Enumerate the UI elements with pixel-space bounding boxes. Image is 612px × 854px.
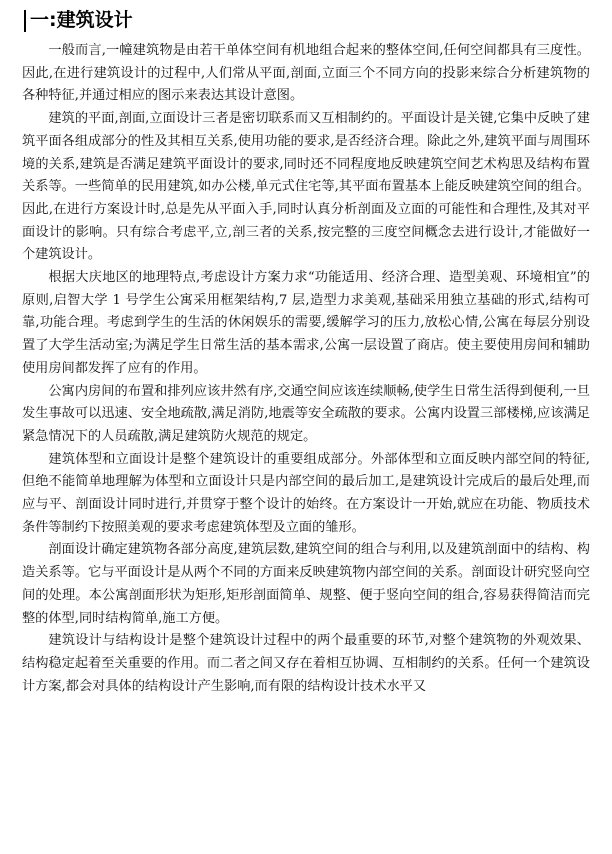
paragraph-form-facade: 建筑体型和立面设计是整个建筑设计的重要组成部分。外部体型和立面反映内部空间的特征,但绝不能简单地理解为体型和立面设计只是内部空间的最后加工,是建筑设计完成后的最后处理,而应与平、剖面设计同时进行,并贯穿于整个设计的始终。在方案设计一开始,就应在功能、物质技术条件等制约下按照美观的要求考虑建筑体型及立面的雏形。: [22, 451, 590, 535]
paragraph-section-design: 剖面设计确定建筑物各部分高度,建筑层数,建筑空间的组合与利用,以及建筑剖面中的结构、构造关系等。它与平面设计是从两个不同的方面来反映建筑物内部空间的关系。剖面设计研究竖向空间的处理。本公寓剖面形状为矩形,矩形剖面简单、规整、便于竖向空间的组合,容易获得简洁而完整的体型,同时结构简单,施工方便。: [22, 542, 590, 626]
body-text: [22, 40, 590, 698]
paragraph-plan-section-elevation: 建筑的平面,剖面,立面设计三者是密切联系而又互相制约的。平面设计是关键,它集中反映了建筑平面各组成部分的性及其相互关系,使用功能的要求,是否经济合理。除此之外,建筑平面与周围环境的关系,建筑是否满足建筑平面设计的要求,同时还不同程度地反映建筑空间艺术构思及结构布置关系等。一些简单的民用建筑,如办公楼,单元式住宅等,其平面布置基本上能反映建筑空间的组合。因此,在进行方案设计时,总是先从平面入手,同时认真分析剖面及立面的可能性和合理性,及其对平面设计的影响。只有综合考虑平,立,剖三者的关系,按完整的三度空间概念去进行设计,才能做好一个建筑设计。: [22, 111, 590, 263]
paragraph-design-principles: 根据大庆地区的地理特点,考虑设计方案力求“功能适用、经济合理、造型美观、环境相宜”的原则,启智大学 1 号学生公寓采用框架结构,7 层,造型力求美观,基础采用独立基础的形式,结构可靠,功能合理。考虑到学生的生活的休闲娱乐的需要,缓解学习的压力,放松心情,公寓在每层分别设置了大学生活动室;为满足学生日常生活的基本需求,公寓一层设置了商店。使主要使用房间和辅助使用房间都发挥了应有的作用。: [22, 270, 590, 376]
section-heading: 一:建筑设计: [30, 9, 133, 31]
paragraph-room-layout: 公寓内房间的布置和排列应该井然有序,交通空间应该连续顺畅,使学生日常生活得到便利,一旦发生事故可以迅速、安全地疏散,满足消防,地震等安全疏散的要求。公寓内设置三部楼梯,应该满足紧急情况下的人员疏散,满足建筑防火规范的规定。: [22, 383, 590, 444]
paragraph-intro: 一般而言,一幢建筑物是由若干单体空间有机地组合起来的整体空间,任何空间都具有三度性。因此,在进行建筑设计的过程中,人们常从平面,剖面,立面三个不同方向的投影来综合分析建筑物的各种特征,并通过相应的图示来表达其设计意图。: [22, 43, 590, 104]
paragraph-architecture-structure: 建筑设计与结构设计是整个建筑设计过程中的两个最重要的环节,对整个建筑物的外观效果、结构稳定起着至关重要的作用。而二者之间又存在着相互协调、互相制约的关系。任何一个建筑设计方案,都会对具体的结构设计产生影响,而有限的结构设计技术水平又: [22, 633, 590, 694]
text-cursor: [24, 10, 26, 32]
